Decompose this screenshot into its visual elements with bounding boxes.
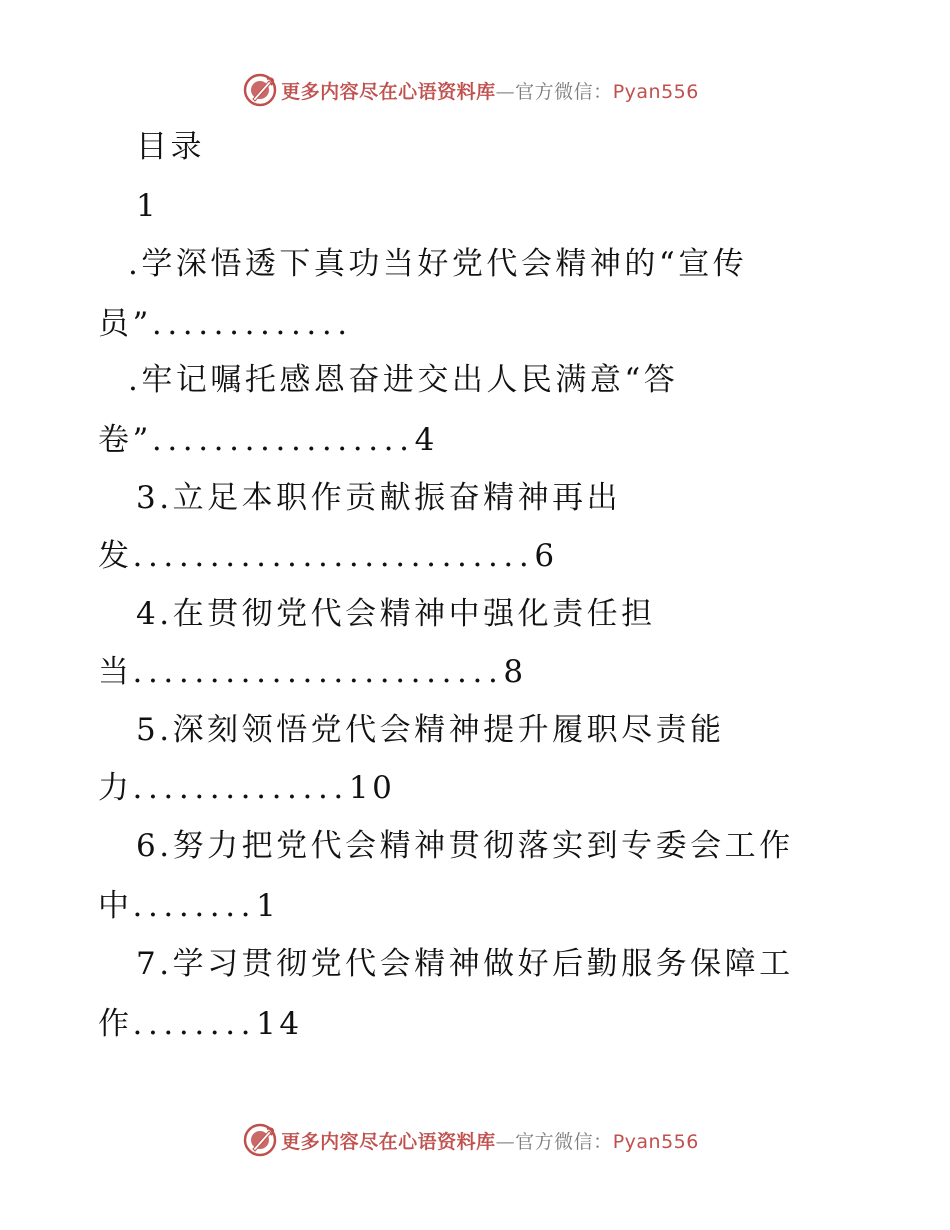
toc-entry-6-title: 7.学习贯彻党代会精神做好后勤服务保障工 xyxy=(136,946,794,982)
toc-title: 目录 xyxy=(136,129,205,165)
quill-seal-logo-icon xyxy=(243,1123,277,1157)
toc-entry-6-dots: ........ xyxy=(132,1006,257,1042)
toc-entry-4-continuation xyxy=(98,768,395,808)
toc-entry-5-page: 1 xyxy=(256,888,280,924)
footer-wechat-id: Pyan556 xyxy=(612,1130,699,1153)
toc-entry-4-dots: .............. xyxy=(132,770,349,806)
toc-entry-5-tail: 中 xyxy=(98,888,133,924)
banner-wechat-id: Pyan556 xyxy=(612,80,699,103)
banner-wechat-label: 官方微信： xyxy=(515,80,613,103)
toc-entry-1-page: 4 xyxy=(414,422,438,458)
footer-wechat-label: 官方微信： xyxy=(515,1130,613,1153)
toc-entry-2-dots: .......................... xyxy=(132,538,535,574)
toc-entry-4-title: 5.深刻领悟党代会精神提升履职尽责能 xyxy=(136,712,725,748)
toc-entry-1-title: .牢记嘱托感恩奋进交出人民满意“答 xyxy=(128,362,679,398)
toc-entry-1-dots: ................. xyxy=(151,422,415,458)
toc-entry-2-title: 3.立足本职作贡献振奋精神再出 xyxy=(136,480,622,516)
toc-entry-6-page: 14 xyxy=(256,1006,303,1042)
toc-entry-5-continuation xyxy=(98,886,279,926)
toc-entry-3-title: 4.在贯彻党代会精神中强化责任担 xyxy=(136,596,656,632)
quill-seal-logo-icon xyxy=(243,73,277,107)
footer-separator: — xyxy=(495,1130,516,1153)
toc-entry-3-continuation xyxy=(98,652,527,692)
footer-banner xyxy=(0,1120,950,1160)
toc-entry-4-page: 10 xyxy=(348,770,396,806)
toc-entry-0-tail: 员” xyxy=(98,306,152,342)
toc-entry-2-tail: 发 xyxy=(98,538,133,574)
toc-entry-2-page: 6 xyxy=(534,538,558,574)
toc-entry-2-continuation xyxy=(98,536,558,576)
banner-separator: — xyxy=(495,80,516,103)
toc-entry-4-tail: 力 xyxy=(98,770,133,806)
toc-entry-1-tail: 卷” xyxy=(98,422,152,458)
footer-brand-text: 更多内容尽在心语资料库 xyxy=(281,1130,496,1153)
toc-number-line: 1 xyxy=(136,188,160,224)
toc-entry-1-continuation xyxy=(98,420,438,460)
banner-brand-text: 更多内容尽在心语资料库 xyxy=(281,80,496,103)
toc-entry-6-tail: 作 xyxy=(98,1006,133,1042)
toc-entry-0-dots: ............. xyxy=(151,306,353,342)
toc-entry-0-continuation xyxy=(98,304,353,344)
toc-entry-3-page: 8 xyxy=(503,654,527,690)
toc-entry-5-dots: ........ xyxy=(132,888,257,924)
header-banner xyxy=(0,70,950,110)
toc-entry-0-title: .学深悟透下真功当好党代会精神的“宣传 xyxy=(128,246,748,282)
toc-entry-5-title: 6.努力把党代会精神贯彻落实到专委会工作 xyxy=(136,828,794,864)
toc-entry-3-dots: ........................ xyxy=(132,654,504,690)
toc-entry-3-tail: 当 xyxy=(98,654,133,690)
toc-entry-6-continuation xyxy=(98,1004,303,1044)
